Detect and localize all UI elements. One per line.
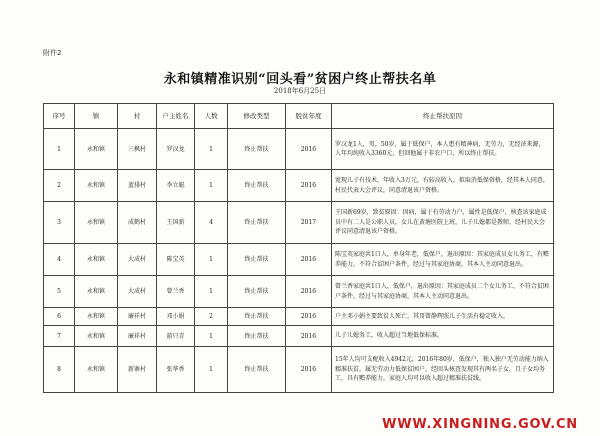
cell-no: 5	[44, 276, 75, 308]
cell-householder: 王国新	[157, 202, 195, 244]
header-town: 镇	[75, 104, 118, 129]
cell-town: 永和镇	[75, 129, 118, 170]
cell-reason: 宽现儿子有技术，年收入3万元，有较高收入，拟取消低保资格，经其本人同意，村民代表大会评议，同意清退该户资格。	[332, 170, 554, 202]
cell-village: 成鹤村	[118, 202, 157, 244]
cell-no: 7	[44, 326, 75, 347]
cell-change-type: 终止帮扶	[228, 202, 286, 244]
table-row	[44, 170, 554, 202]
table-row	[44, 244, 554, 276]
document-date: 2018年6月25日	[273, 87, 327, 95]
cell-count: 1	[195, 326, 228, 347]
cell-count: 4	[195, 202, 228, 244]
table-row	[44, 276, 554, 308]
cell-year: 2016	[286, 326, 332, 347]
header-year: 脱贫年度	[286, 104, 332, 129]
header-no: 序号	[44, 104, 75, 129]
cell-village: 大成村	[118, 244, 157, 276]
table-row	[44, 129, 554, 170]
table-row	[44, 326, 554, 347]
cell-no: 6	[44, 308, 75, 326]
cell-no: 4	[44, 244, 75, 276]
cell-town: 永和镇	[75, 347, 118, 393]
cell-village: 蓝排村	[118, 170, 157, 202]
cell-year: 2017	[286, 202, 332, 244]
table-header-row	[44, 104, 554, 129]
cell-reason: 罗汉龙1人，男，50岁，属于低保户，本人患有精神病，无劳力，无经济来源，人年均纯收入3360元，但回他属于非农户口，所以终止帮扶。	[332, 129, 554, 170]
cell-reason: 儿子儿媳务工，收入超过当地低保标准。	[332, 326, 554, 347]
table-row	[44, 308, 554, 326]
cell-no: 2	[44, 170, 75, 202]
cell-count: 1	[195, 276, 228, 308]
cell-count: 1	[195, 129, 228, 170]
cell-reason: 曾兰香家庭共1口人，低保户，退出原因：其家庭成员二个女儿务工，不符合贫困户条件，经过与其家庭协商，其本人主动同意退出。	[332, 276, 554, 308]
cell-town: 永和镇	[75, 326, 118, 347]
cell-householder: 张华香	[157, 347, 195, 393]
cell-year: 2016	[286, 347, 332, 393]
header-count: 人数	[195, 104, 228, 129]
cell-village: 新寨村	[118, 347, 157, 393]
cell-year: 2016	[286, 276, 332, 308]
cell-reason: 陈宝英家庭共1口人，单身年老，低保户，退出原因：其家庭成员女儿务工，有赡养能力，不符合贫困户条件，经过与其家庭协商，其本人主动同意退出。	[332, 244, 554, 276]
cell-count: 1	[195, 170, 228, 202]
cell-village: 大成村	[118, 276, 157, 308]
cell-year: 2016	[286, 170, 332, 202]
cell-change-type: 终止帮扶	[228, 347, 286, 393]
cell-no: 3	[44, 202, 75, 244]
cell-reason: 王国新69岁，致贫原因：因病，属于有劳动力户，属性是低保户，核查该家庭成员中有二人是公职人员，女儿在黄塘医院上班，儿子儿媳都是教师，经村民大会评议同意清退该户资格。	[332, 202, 554, 244]
cell-no: 1	[44, 129, 75, 170]
cell-change-type: 终止帮扶	[228, 276, 286, 308]
cell-year: 2016	[286, 244, 332, 276]
cell-no: 8	[44, 347, 75, 393]
cell-year: 2016	[286, 129, 332, 170]
cell-year: 2016	[286, 308, 332, 326]
termination-roster-table	[43, 103, 554, 393]
cell-householder: 罗汉龙	[157, 129, 195, 170]
cell-town: 永和镇	[75, 276, 118, 308]
cell-town: 永和镇	[75, 308, 118, 326]
cell-village: 三枫村	[118, 129, 157, 170]
cell-count: 2	[195, 308, 228, 326]
cell-town: 永和镇	[75, 202, 118, 244]
cell-householder: 游只青	[157, 326, 195, 347]
cell-count: 1	[195, 347, 228, 393]
cell-change-type: 终止帮扶	[228, 129, 286, 170]
cell-change-type: 终止帮扶	[228, 308, 286, 326]
cell-reason: 15年人均可支配收入4942元，2016年80岁，低保户，独入独户无劳动能力纳入精准扶贫，属无劳动力低保贫困户，经回头核查发现其有两名子女，且子女均务工，具有赡养能力，家庭人均可以收入超过精准扶贫线。	[332, 347, 554, 393]
site-watermark: WWW.XINGNING.GOV.CN	[382, 417, 578, 432]
cell-village: 廉祥村	[118, 326, 157, 347]
document-title: 永和镇精准识别“回头看”贫困户终止帮扶名单	[163, 72, 437, 87]
cell-change-type: 终止帮扶	[228, 326, 286, 347]
cell-householder: 邓小娟	[157, 308, 195, 326]
table-row	[44, 202, 554, 244]
cell-town: 永和镇	[75, 244, 118, 276]
cell-householder: 陈宝英	[157, 244, 195, 276]
header-reason: 终止帮扶原因	[332, 104, 554, 129]
table-row	[44, 347, 554, 393]
header-householder: 户主姓名	[157, 104, 195, 129]
cell-householder: 曾兰香	[157, 276, 195, 308]
cell-count: 1	[195, 244, 228, 276]
attachment-label: 附件2	[43, 49, 62, 57]
cell-householder: 李立聪	[157, 170, 195, 202]
header-village: 村	[118, 104, 157, 129]
cell-reason: 户主邓小娟主要致贫人死亡，其哥曾静辉照儿子生活有稳定收入。	[332, 308, 554, 326]
cell-town: 永和镇	[75, 170, 118, 202]
header-change-type: 修改类型	[228, 104, 286, 129]
cell-village: 廉祥村	[118, 308, 157, 326]
cell-change-type: 终止帮扶	[228, 244, 286, 276]
cell-change-type: 终止帮扶	[228, 170, 286, 202]
